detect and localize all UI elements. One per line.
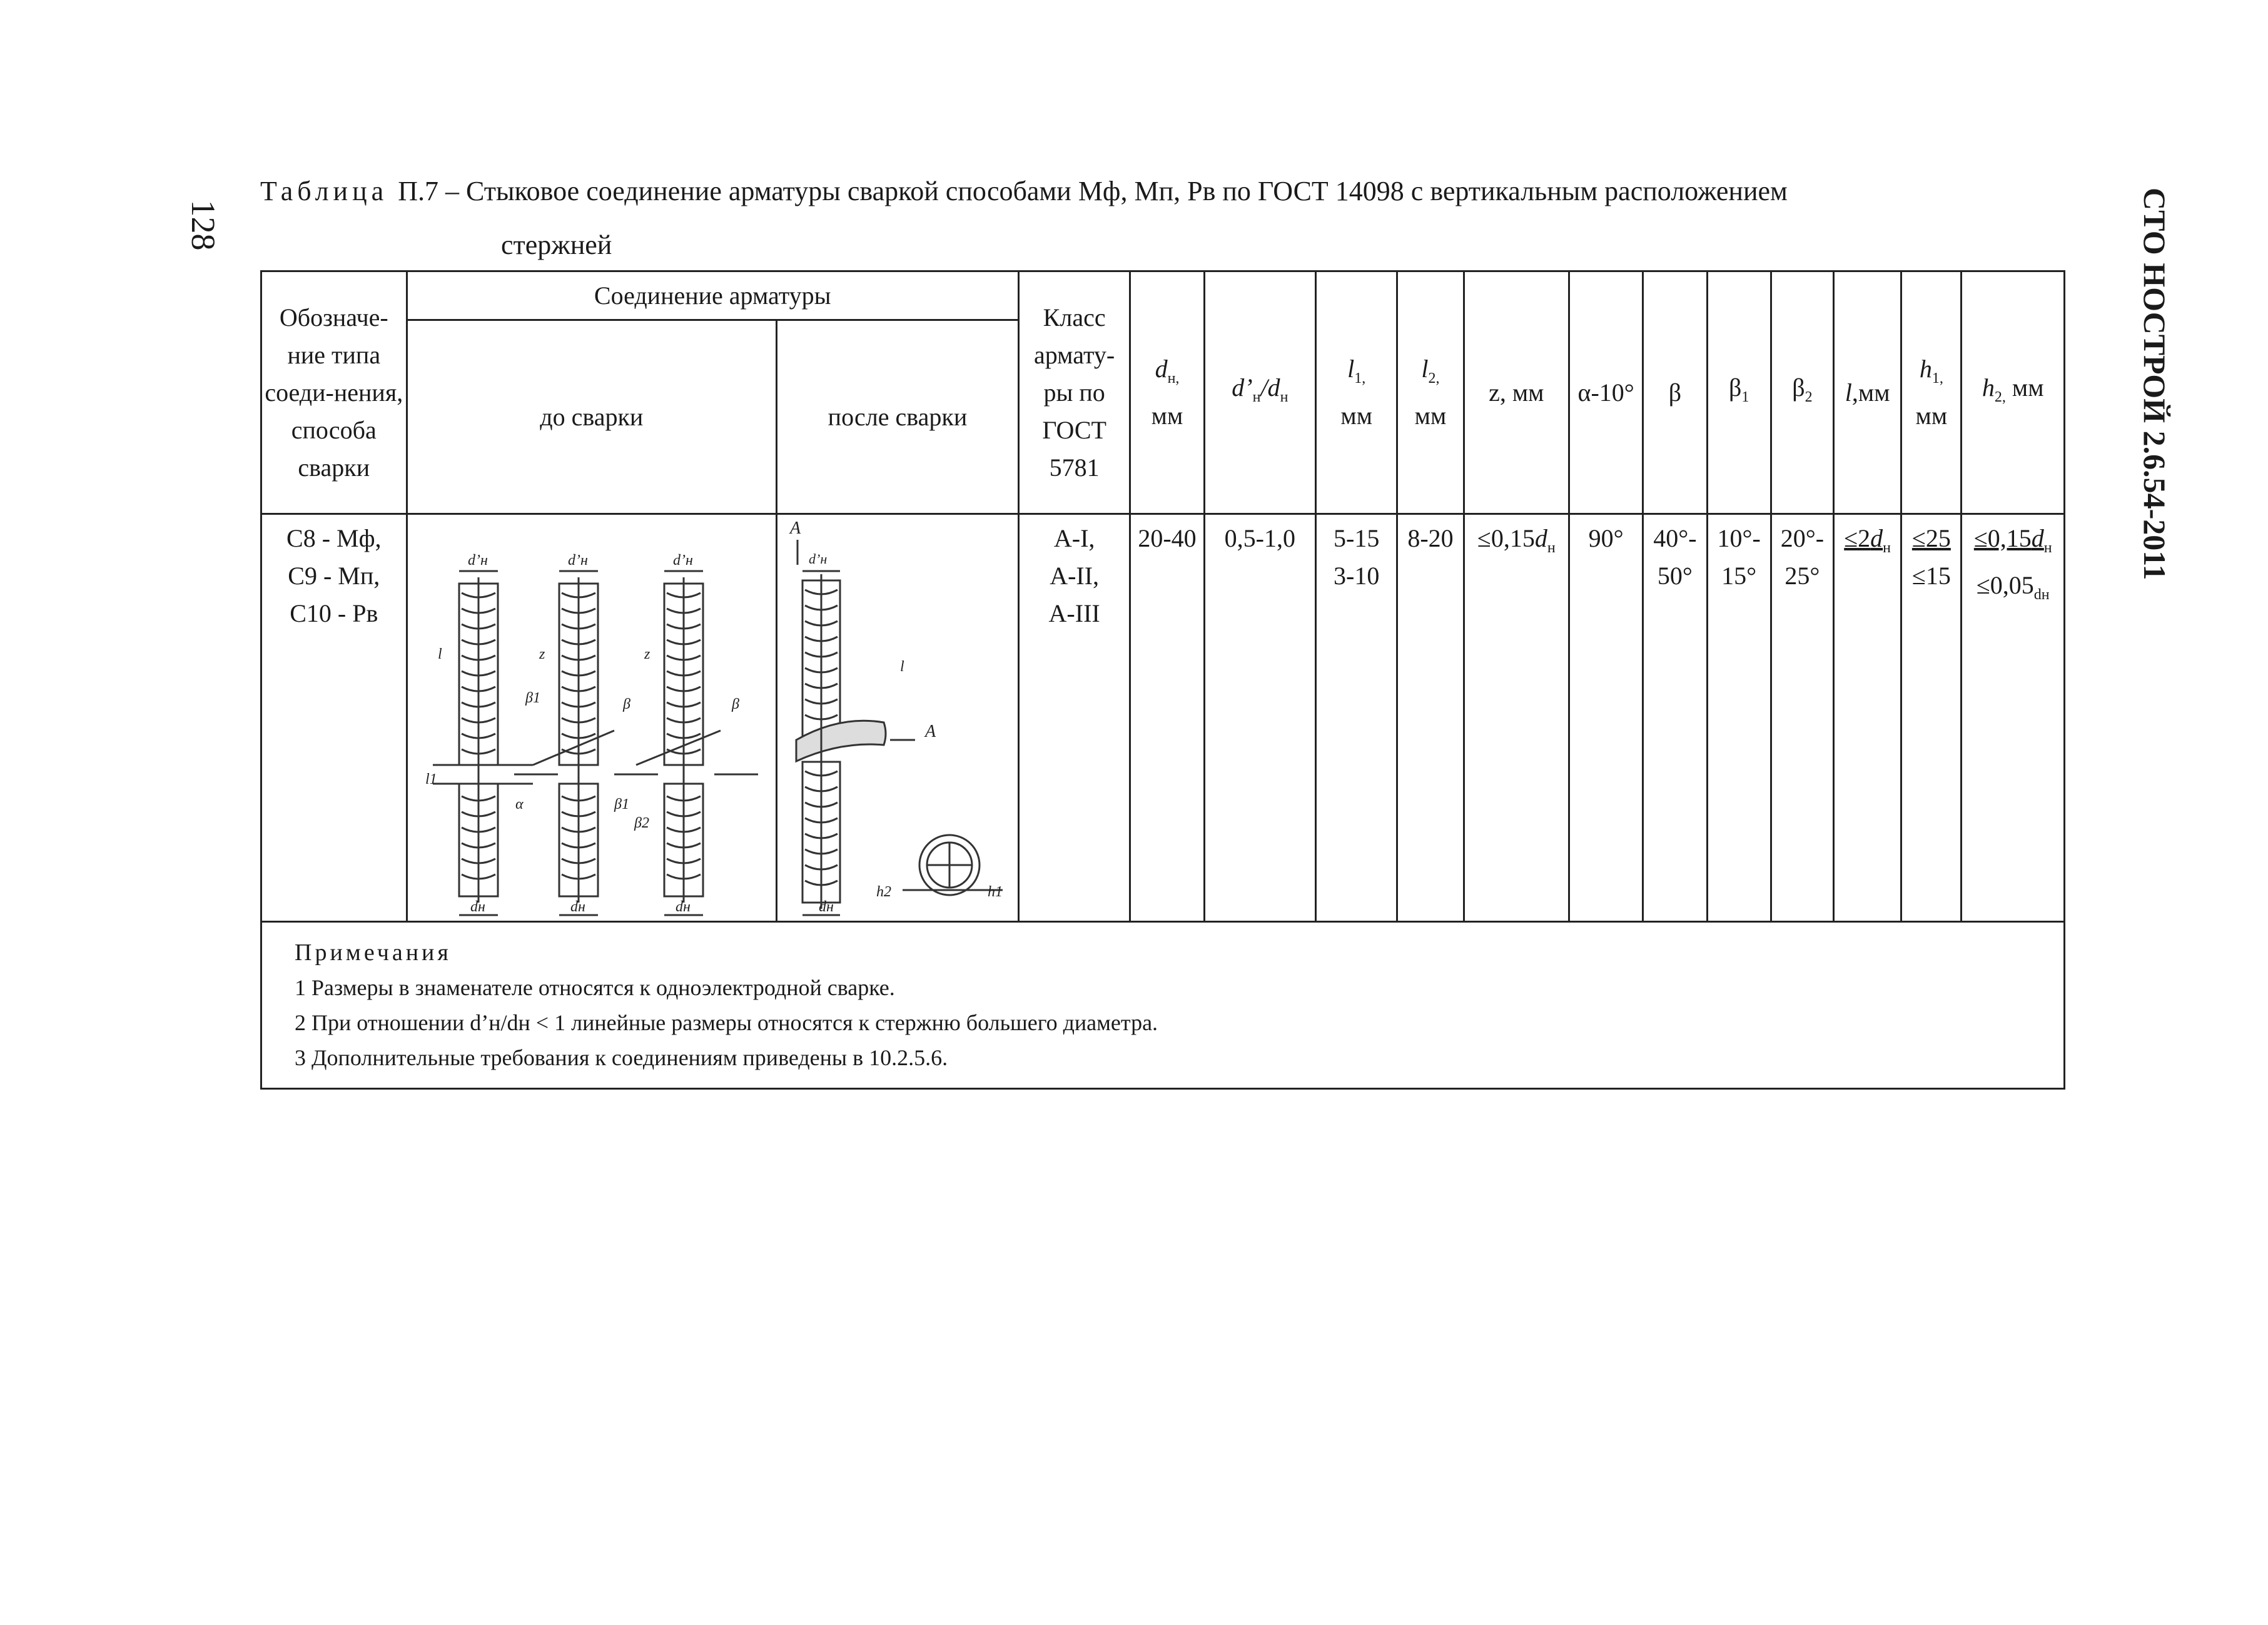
- header-before: до сварки: [407, 320, 776, 514]
- header-l2: $l_{2,}$ мм: [1397, 271, 1464, 514]
- cell-l: $\le 2d_н$: [1834, 514, 1901, 922]
- table-caption: [260, 174, 2068, 263]
- header-beta: β: [1643, 271, 1707, 514]
- cell-beta: 40°- 50°: [1643, 514, 1707, 922]
- label-dn-prime-3: d’н: [672, 552, 693, 569]
- data-table: [260, 270, 2065, 1090]
- rebar-1: [459, 571, 498, 915]
- label-l: l: [437, 646, 442, 662]
- caption-text: П.7 – Стыковое соединение арматуры сваркой способами Мф, Мп, Рв по ГОСТ 14098 с вертикальным расположением: [398, 176, 1788, 206]
- label-z-1: z: [539, 646, 545, 662]
- caption-label: Таблица: [260, 176, 388, 206]
- cell-l1: 5-15 3-10: [1316, 514, 1397, 922]
- label-beta2: β2: [634, 815, 649, 831]
- notes-heading: Примечания: [295, 939, 452, 966]
- label-dn-2: dн: [570, 899, 585, 915]
- before-welding-drawing: [408, 515, 776, 920]
- label-A-section: А: [924, 722, 936, 741]
- header-class: Класс армату-ры по ГОСТ 5781: [1018, 271, 1130, 514]
- header-h1: $h_{1,}$ мм: [1901, 271, 1962, 514]
- figure-before-welding: [407, 514, 776, 922]
- cell-classes: А-I, А-II, А-III: [1018, 514, 1130, 922]
- header-after: после сварки: [776, 320, 1018, 514]
- header-beta1: $\beta_1$: [1707, 271, 1771, 514]
- header-l1: $l_{1,}$ мм: [1316, 271, 1397, 514]
- header-type: Обозначе-ние типа соеди-нения, способа сварки: [261, 271, 407, 514]
- notes-section: [261, 922, 2065, 1089]
- label-z-2: z: [644, 646, 650, 662]
- cell-h2: $\le 0,15d_н$ $\le 0,05_{dн}$: [1962, 514, 2065, 922]
- header-ratio: $d’_н/d_н$: [1204, 271, 1315, 514]
- label-dn-prime-2: d’н: [567, 552, 588, 569]
- cell-types: С8 - Мф, С9 - Мп, С10 - Рв: [261, 514, 407, 922]
- cell-dn: 20-40: [1130, 514, 1204, 922]
- cell-h1: ≤25 ≤15: [1901, 514, 1962, 922]
- header-beta2: $\beta_2$: [1771, 271, 1833, 514]
- header-dn: $d_{н,}$ мм: [1130, 271, 1204, 514]
- label-l1: l1: [425, 771, 437, 787]
- header-l: l,мм: [1834, 271, 1901, 514]
- rebar-3: [664, 571, 703, 915]
- cell-z: $\le 0,15d_н$: [1464, 514, 1569, 922]
- label-beta1-top: β1: [525, 690, 540, 706]
- label-h2: h2: [876, 884, 891, 900]
- label-dn-after: dн: [818, 899, 834, 915]
- note-item: 2 При отношении d’н/dн < 1 линейные размеры относятся к стержню большего диаметра.: [295, 1010, 1158, 1035]
- page-number: 128: [185, 200, 222, 251]
- header-alpha: α-10°: [1569, 271, 1643, 514]
- label-A-top: А: [789, 519, 801, 538]
- cell-l2: 8-20: [1397, 514, 1464, 922]
- header-connection: Соединение арматуры: [407, 271, 1018, 320]
- after-welding-drawing: [777, 515, 1018, 920]
- label-l-after: l: [899, 659, 904, 675]
- label-beta1: β1: [614, 796, 629, 812]
- caption-text-line2: стержней: [501, 230, 612, 260]
- label-beta-1: β: [622, 696, 630, 712]
- label-h1: h1: [987, 884, 1003, 900]
- figure-after-welding: [776, 514, 1018, 922]
- label-dn-prime-after: d’н: [808, 551, 828, 567]
- label-alpha: α: [515, 796, 524, 812]
- label-dn-1: dн: [470, 899, 485, 915]
- label-beta-2: β: [731, 696, 739, 712]
- rebar-2: [559, 571, 598, 915]
- cell-beta1: 10°- 15°: [1707, 514, 1771, 922]
- cell-beta2: 20°- 25°: [1771, 514, 1833, 922]
- header-h2: $h_{2,}$ мм: [1962, 271, 2065, 514]
- note-item: 1 Размеры в знаменателе относятся к одноэлектродной сварке.: [295, 975, 895, 1000]
- note-item: 3 Дополнительные требования к соединениям приведены в 10.2.5.6.: [295, 1045, 948, 1070]
- document-code: СТО НОСТРОЙ 2.6.54-2011: [2137, 188, 2172, 580]
- cell-ratio: 0,5-1,0: [1204, 514, 1315, 922]
- label-dn-prime-1: d’н: [467, 552, 488, 569]
- cell-alpha: 90°: [1569, 514, 1643, 922]
- label-dn-3: dн: [675, 899, 691, 915]
- header-z: z, мм: [1464, 271, 1569, 514]
